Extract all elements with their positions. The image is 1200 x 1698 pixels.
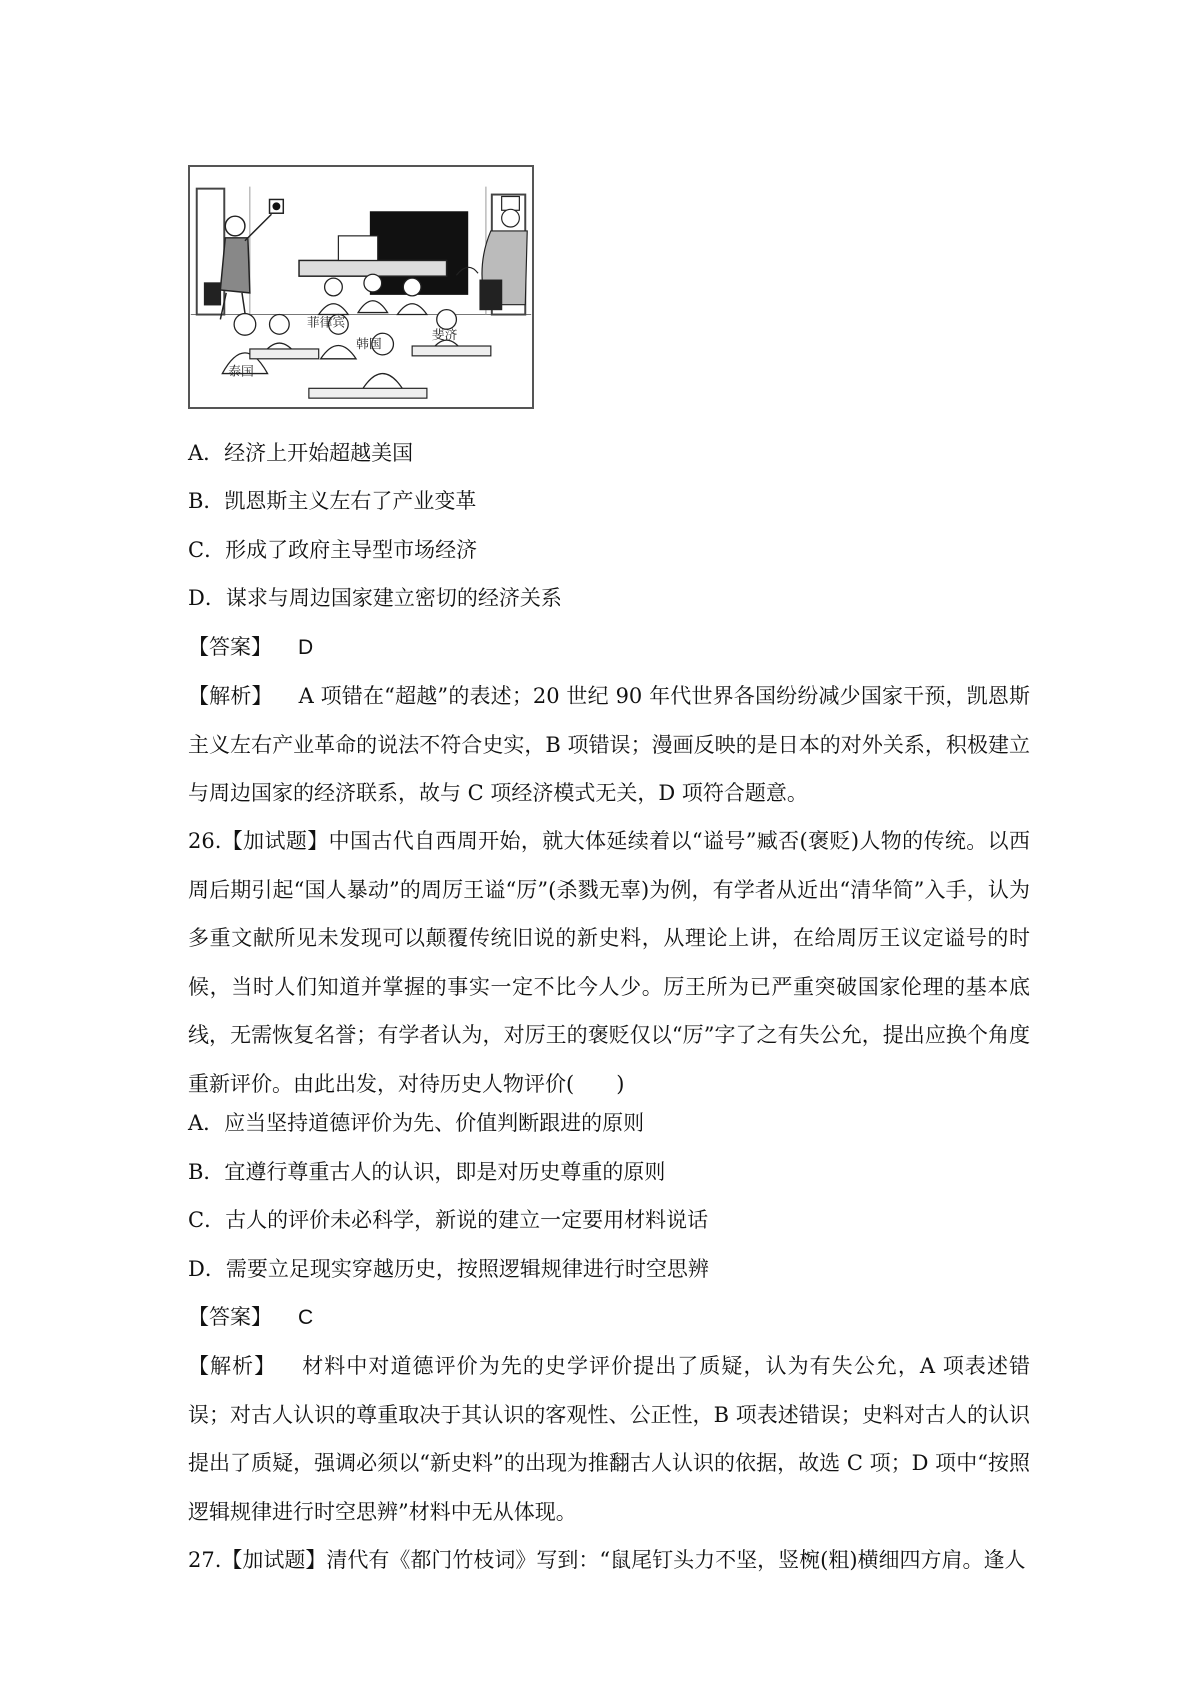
answer-value: C [298, 1306, 314, 1329]
analysis-text: A 项错在“超越”的表述；20 世纪 90 年代世界各国纷纷减少国家干预，凯恩斯主义左右产业革命的说法不符合史实，B 项错误；漫画反映的是日本的对外关系，积极建立与周边国家的经济联系，故与 C 项经济模式无关，D 项符合题意。 [188, 684, 1030, 805]
q25-option-a: A．经济上开始超越美国 [188, 441, 414, 465]
q25-analysis [188, 672, 1030, 818]
q25-option-d: D．谋求与周边国家建立密切的经济关系 [188, 586, 562, 610]
cartoon-figure [188, 165, 534, 409]
answer-tag: 【答案】 [188, 635, 272, 659]
q26-stem: 26.【加试题】中国古代自西周开始，就大体延续着以“谥号”臧否(褒贬)人物的传统。以西周后期引起“国人暴动”的周厉王谥“厉”(杀戮无辜)为例，有学者从近出“清华简”入手，认为多重文献所见未发现可以颠覆传统旧说的新史料，从理论上讲，在给周厉王议定谥号的时候，当时人们知道并掌握的事实一定不比今人少。厉王所为已严重突破国家伦理的基本底线，无需恢复名誉；有学者认为，对厉王的褒贬仅以“厉”字了之有失公允，提出应换个角度重新评价。由此出发，对待历史人物评价( ) [188, 829, 1030, 1096]
analysis-tag: 【解析】 [188, 684, 273, 708]
q26-option-d: D．需要立足现实穿越历史，按照逻辑规律进行时空思辨 [188, 1257, 709, 1281]
q26-option-c: C．古人的评价未必科学，新说的建立一定要用材料说话 [188, 1208, 709, 1232]
q27-stem: 27.【加试题】清代有《都门竹枝词》写到：“鼠尾钉头力不坚，竖椀(粗)横细四方肩。逢人 [188, 1548, 1026, 1572]
analysis-text: 材料中对道德评价为先的史学评价提出了质疑，认为有失公允，A 项表述错误；对古人认识的尊重取决于其认识的客观性、公正性，B 项表述错误；史料对古人的认识提出了质疑，强调必须以“新史料”的出现为推翻古人认识的依据，故选 C 项；D 项中“按照逻辑规律进行时空思辨”材料中无从体现。 [188, 1354, 1031, 1524]
answer-value: D [298, 636, 314, 659]
q26-option-a: A．应当坚持道德评价为先、价值判断跟进的原则 [188, 1111, 645, 1135]
q25-answer-line [188, 632, 313, 663]
q26-analysis [188, 1342, 1030, 1536]
label-fiji: 斐济 [431, 328, 458, 344]
teacher-figure [205, 214, 272, 319]
classroom-cartoon [190, 167, 532, 407]
analysis-tag: 【解析】 [188, 1354, 277, 1378]
q26-option-b: B．宜遵行尊重古人的认识，即是对历史尊重的原则 [188, 1160, 666, 1184]
label-korea: 韩国 [356, 336, 382, 352]
q26-answer-line [188, 1302, 313, 1333]
q25-option-c: C．形成了政府主导型市场经济 [188, 538, 478, 562]
q25-option-b: B．凯恩斯主义左右了产业变革 [188, 489, 477, 513]
label-thailand: 泰国 [228, 364, 254, 380]
label-philippines: 菲律宾 [306, 315, 346, 331]
answer-tag: 【答案】 [188, 1305, 272, 1329]
